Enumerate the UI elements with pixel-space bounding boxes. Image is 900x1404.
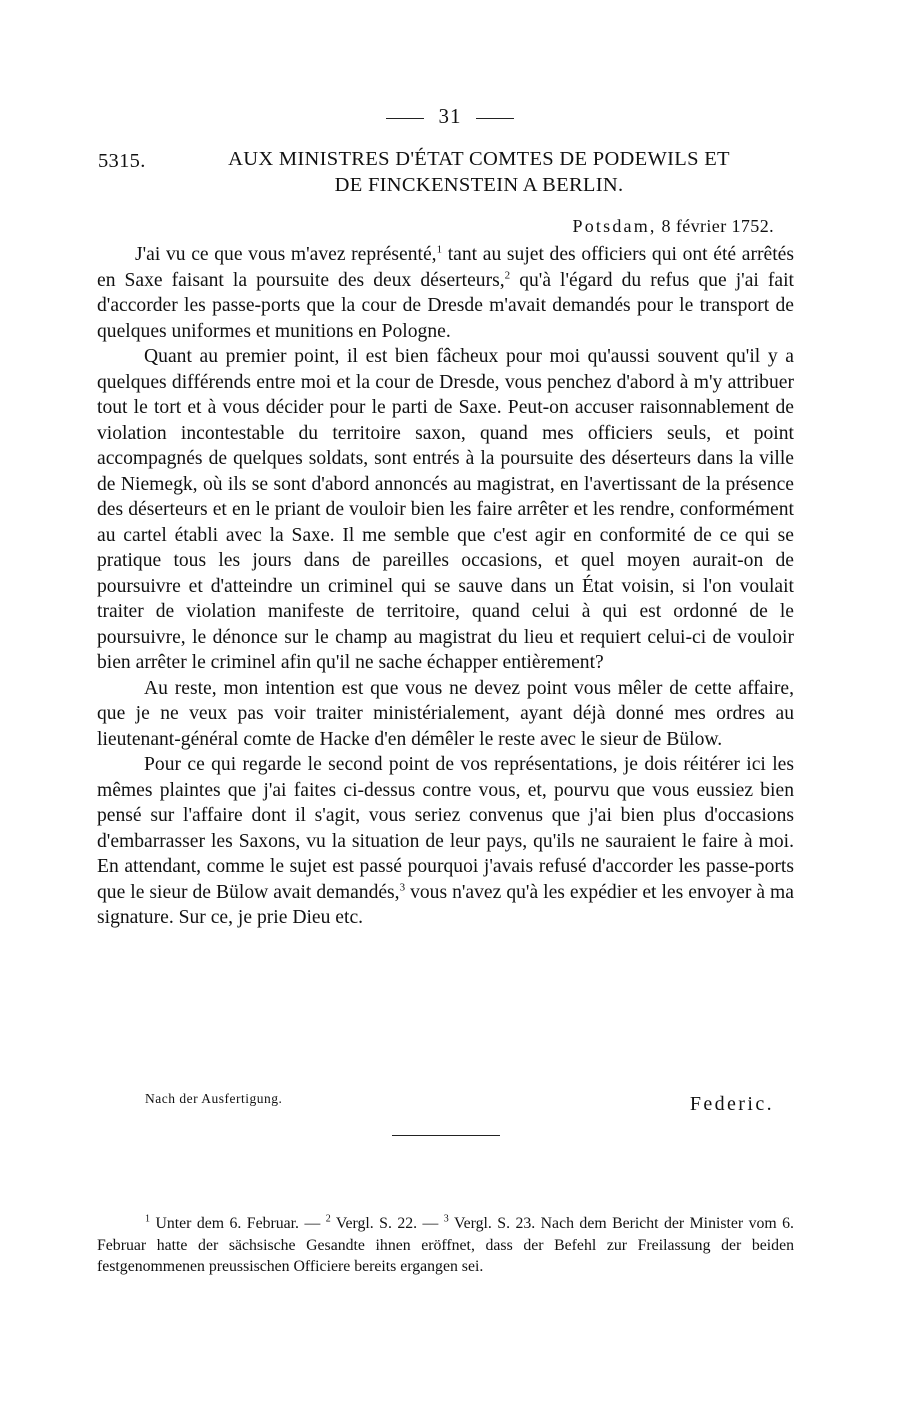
paragraph-3: Au reste, mon intention est que vous ne devez point vous mêler de cette affaire, que je ne veux pas voir traiter ministérialement, ayant déjà donné mes ordres au lieutenant-général comte de Hacke d'en démêler le reste avec le sieur de Bülow. xyxy=(97,677,794,750)
document-number: 5315. xyxy=(98,150,146,172)
footnote-mark-3: 3 xyxy=(443,1213,449,1225)
footnote-ref-2: 2 xyxy=(504,268,511,281)
page-header xyxy=(0,104,900,129)
document-title-line-2: DE FINCKENSTEIN A BERLIN. xyxy=(334,174,624,196)
footnote-ref-1: 1 xyxy=(436,243,443,256)
footnote-mark-2: 2 xyxy=(325,1213,331,1225)
footnote-3: Vergl. S. 23. Nach dem Bericht der Minister vom 6. Februar hatte der sächsische Gesandte ihnen eröffnet, dass der Befehl zur Freilassung der beiden festgenommenen preussischen Officiere bereits ergangen sei. xyxy=(97,1215,794,1275)
paragraph-4-part-b: vous n'avez qu'à les expédier et les envoyer à ma signature. Sur ce, je prie Dieu etc. xyxy=(97,881,794,928)
paragraph-2: Quant au premier point, il est bien fâcheux pour moi qu'aussi souvent qu'il y a quelques différends entre moi et la cour de Dresde, vous penchez d'abord à m'y attribuer tout le tort et à vous décider pour le parti de Saxe. Peut-on accuser raisonnablement de violation incontestable du territoire saxon, quand mes officiers seuls, et point accompagnés de quelques soldats, sont entrés à la poursuite des déserteurs dans la ville de Niemegk, où ils se sont d'abord annoncés au magistrat, en l'avertissant de la présence des déserteurs et en le priant de vouloir bien les faire arrêter et les rendre, conformément au cartel établi avec la Saxe. Il me semble que c'est agir en conformité de ce qui se pratique tous les jours dans de pareilles occasions, et quel moyen aurait-on de poursuivre et d'atteindre un criminel qui se sauve dans un État voisin, si l'on voulait traiter de violation manifeste de territoire, quand celui à qui est ordonné de le poursuivre, le dénonce sur le champ au magistrat du lieu et requiert celui-ci de vouloir bien arrêter le criminel afin qu'il ne sache échapper entièrement? xyxy=(97,346,794,673)
footnote-mark-1: 1 xyxy=(145,1213,150,1225)
document-heading xyxy=(98,146,798,198)
dateline-date: 8 février 1752. xyxy=(661,216,774,236)
paragraph-4-part-a: Pour ce qui regarde le second point de vos représentations, je dois réitérer ici les mêmes plaintes que j'ai faites ci-dessus contre vous, et, pourvu que vous eussiez bien pensé sur l'affaire dont il s'agit, vous seriez convenus que j'ai bien plus d'occasions d'embarrasser les Saxons, vu la situation de leur pays, qu'ils ne sauraient le faire à moi. En attendant, comme le sujet est passé pourquoi j'avais refusé d'accorder les passe-ports que le sieur de Bülow avait demandés, xyxy=(97,754,794,903)
footnote-1: Unter dem 6. Februar. — xyxy=(150,1215,326,1232)
footnote-text xyxy=(97,1213,794,1278)
header-dash-right xyxy=(476,118,514,119)
dateline-place: Potsdam, xyxy=(572,216,657,236)
page-number: 31 xyxy=(438,104,462,128)
paragraph-1-part-a: J'ai vu ce que vous m'avez représenté, xyxy=(135,244,437,265)
header-dash-left xyxy=(386,118,424,119)
dateline xyxy=(573,216,774,237)
paragraph-4 xyxy=(97,752,794,931)
footnote-2: Vergl. S. 22. — xyxy=(330,1215,444,1232)
paragraph-1 xyxy=(97,242,794,344)
letter-body xyxy=(97,242,794,931)
footnotes xyxy=(97,1213,794,1278)
document-title-line-1: AUX MINISTRES D'ÉTAT COMTES DE PODEWILS ET xyxy=(228,148,730,170)
source-note: Nach der Ausfertigung. xyxy=(145,1091,283,1106)
paragraph-1-part-b: tant au sujet des officiers qui ont été arrêtés en Saxe faisant la poursuite des deux déserteurs, xyxy=(97,244,794,291)
footnote-separator xyxy=(392,1135,500,1136)
signature: Federic. xyxy=(689,1093,774,1115)
footnote-ref-3: 3 xyxy=(399,880,406,893)
paragraph-1-part-c: qu'à l'égard du refus que j'ai fait d'accorder les passe-ports que la cour de Dresde m'avait demandés pour le transport de quelques uniformes et munitions en Pologne. xyxy=(97,269,794,342)
